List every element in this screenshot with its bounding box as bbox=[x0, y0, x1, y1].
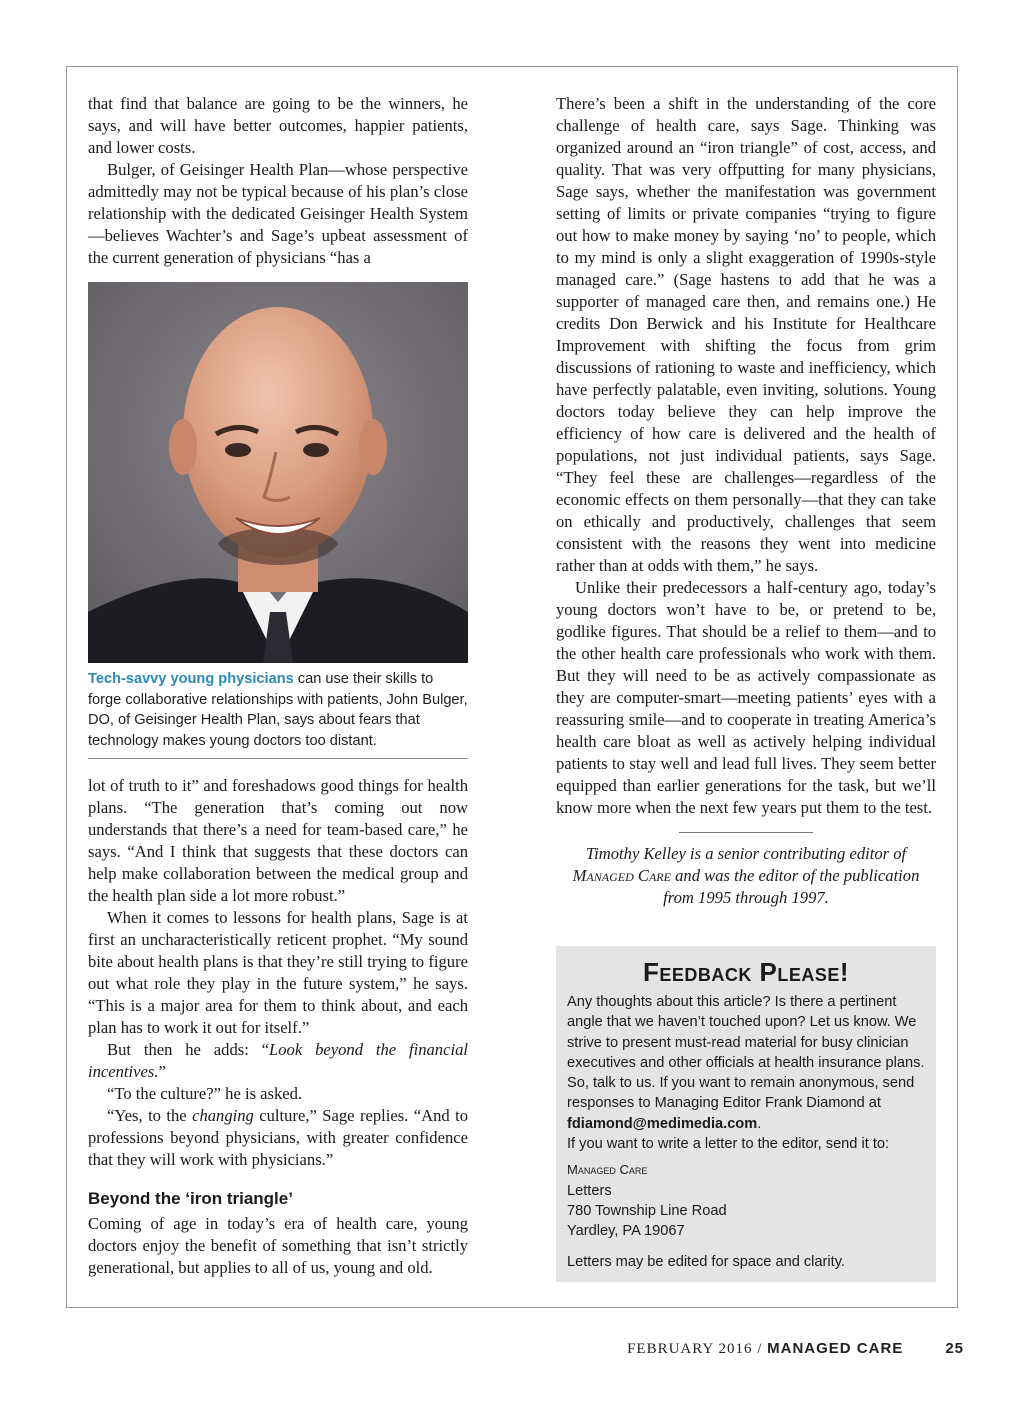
feedback-body: Any thoughts about this article? Is there a pertinent angle that we haven’t touched upon? Let us know. We strive to present must-read material for busy clinician executives and other officials at health insurance plans. So, talk to us. If you want to remain anonymous, send responses to Managing Editor Frank Diamond at fdiamond@medimedia.com. bbox=[567, 994, 925, 1132]
feedback-instructions: If you want to write a letter to the editor, send it to: bbox=[567, 1136, 890, 1153]
paragraph: “To the culture?” he is asked. bbox=[107, 1084, 303, 1103]
left-column bbox=[88, 93, 468, 1279]
footer-issue: FEBRUARY 2016 / bbox=[627, 1341, 768, 1357]
paragraph: that find that balance are going to be the winners, he says, and will have better outcomes, happier patients, and lower costs. bbox=[88, 94, 468, 157]
page-number: 25 bbox=[945, 1340, 964, 1357]
photo-caption bbox=[88, 669, 468, 759]
page-footer bbox=[627, 1340, 964, 1358]
caption-text: can use their skills to forge collaborative relationships with patients, John Bulger, DO, of Geisinger Health Plan, says about fears that technology makes young doctors too distant. bbox=[88, 671, 468, 749]
mailing-address: Managed Care Letters 780 Township Line Road Yardley, PA 19067 bbox=[567, 1162, 727, 1240]
email-link[interactable]: fdiamond@medimedia.com bbox=[567, 1115, 758, 1132]
paragraph: lot of truth to it” and foreshadows good things for health plans. “The generation that’s coming out now understands that there’s a need for team-based care,” he says. “And I think that suggests that these doctors can help make collaboration between the medical group and the health plan side a lot more robust.” bbox=[88, 776, 468, 905]
paragraph: Unlike their predecessors a half-century ago, today’s young doctors won’t have to be, or pretend to be, godlike figures. That should be a relief to them—and to the other health care professionals who work with them. But they will need to be as actively compassionate as they are computer-smart—meeting patients’ eyes with a reassuring smile—and to cooperate in treating America’s health care bloat as well as actively helping individual patients to stay well and lead full lives. They seem better equipped than earlier generations for the task, but we’ll know more when the next few years put them to the test. bbox=[556, 578, 936, 817]
feedback-title: Feedback Please! bbox=[642, 957, 850, 987]
caption-highlight: Tech-savvy young physicians bbox=[88, 671, 294, 687]
divider bbox=[679, 832, 813, 833]
paragraph: When it comes to lessons for health plans, Sage is at first an uncharacteristically reticent prophet. “My sound bite about health plans is that they’re still trying to figure out what role they play in the future system,” he says. “This is a major area for them to think about, and each plan has to work it out for itself.” bbox=[88, 908, 468, 1037]
paragraph: Coming of age in today’s era of health care, young doctors enjoy the benefit of something that isn’t strictly generational, but applies to all of us, young and old. bbox=[88, 1214, 468, 1277]
feedback-note: Letters may be edited for space and clarity. bbox=[567, 1253, 845, 1270]
paragraph: “Yes, to the changing culture,” Sage replies. “And to professions beyond physicians, with greater confidence that they will work with physicians.” bbox=[88, 1106, 468, 1169]
paragraph: Bulger, of Geisinger Health Plan—whose perspective admittedly may not be typical because of his plan’s close relationship with the dedicated Geisinger Health System—believes Wachter’s and Sage’s upbeat assessment of the current generation of physicians “has a bbox=[88, 160, 468, 267]
footer-magazine: MANAGED CARE bbox=[767, 1340, 904, 1357]
paragraph: There’s been a shift in the understanding of the core challenge of health care, says Sage. Thinking was organized around an “iron triangle” of cost, access, and quality. That was very offputting for many physicians, Sage says, whether the manifestation was government setting of limits or private companies “trying to figure out how to make money by saying ‘no’ to people, which to my mind is only a slight exaggeration of 1990s-style managed care.” (Sage hastens to add that he was a supporter of managed care then, and remains one.) He credits Don Berwick and his Institute for Healthcare Improvement with shifting the focus from grim discussions of rationing to waste and inefficiency, which have perfectly palatable, even inviting, solutions. Young doctors today believe they can help improve the efficiency of how care is delivered and the health of populations, not just individual patients, says Sage. “They feel these are challenges—regardless of the economic effects on them personally—that they can take on ethically and productively, challenges that seem consistent with the reasons they went into medicine rather than at odds with them,” he says. bbox=[556, 94, 936, 575]
right-column bbox=[556, 93, 936, 909]
portrait-photo bbox=[88, 282, 468, 663]
paragraph: But then he adds: “Look beyond the financial incentives.” bbox=[88, 1040, 468, 1081]
author-bio: Timothy Kelley is a senior contributing editor of Managed Care and was the editor of the publication from 1995 through 1997. bbox=[572, 844, 920, 907]
feedback-box bbox=[556, 946, 936, 1282]
section-subhead: Beyond the ‘iron triangle’ bbox=[88, 1189, 293, 1208]
